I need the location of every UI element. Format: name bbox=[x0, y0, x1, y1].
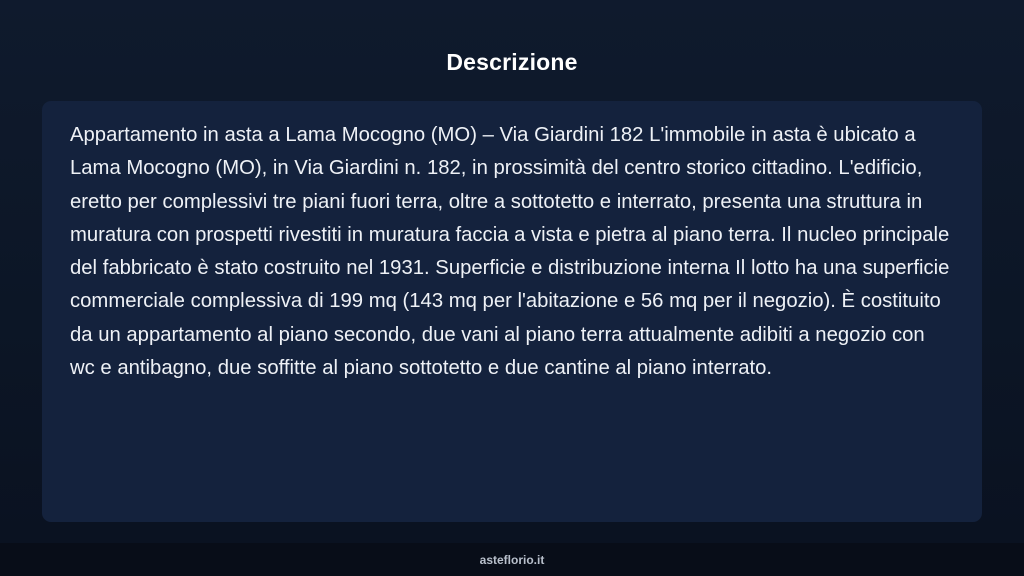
description-card bbox=[42, 101, 982, 522]
description-text: Appartamento in asta a Lama Mocogno (MO) – Via Giardini 182 L'immobile in asta è ubicato a Lama Mocogno (MO), in Via Giardini n. 182, in prossimità del centro storico cittadino. L'edificio, eretto per complessivi tre piani fuori terra, oltre a sottotetto e interrato, presenta una struttura in muratura con prospetti rivestiti in muratura faccia a vista e pietra al piano terra. Il nucleo principale del fabbricato è stato costruito nel 1931. Superficie e distribuzione interna Il lotto ha una superficie commerciale complessiva di 199 mq (143 mq per l'abitazione e 56 mq per il negozio). È costituito da un appartamento al piano secondo, due vani al piano terra attualmente adibiti a negozio con wc e antibagno, due soffitte al piano sottotetto e due cantine al piano interrato. bbox=[70, 124, 950, 380]
page-title: Descrizione bbox=[446, 49, 578, 75]
footer-bar bbox=[0, 543, 1024, 576]
footer-site-label: asteflorio.it bbox=[479, 552, 545, 567]
